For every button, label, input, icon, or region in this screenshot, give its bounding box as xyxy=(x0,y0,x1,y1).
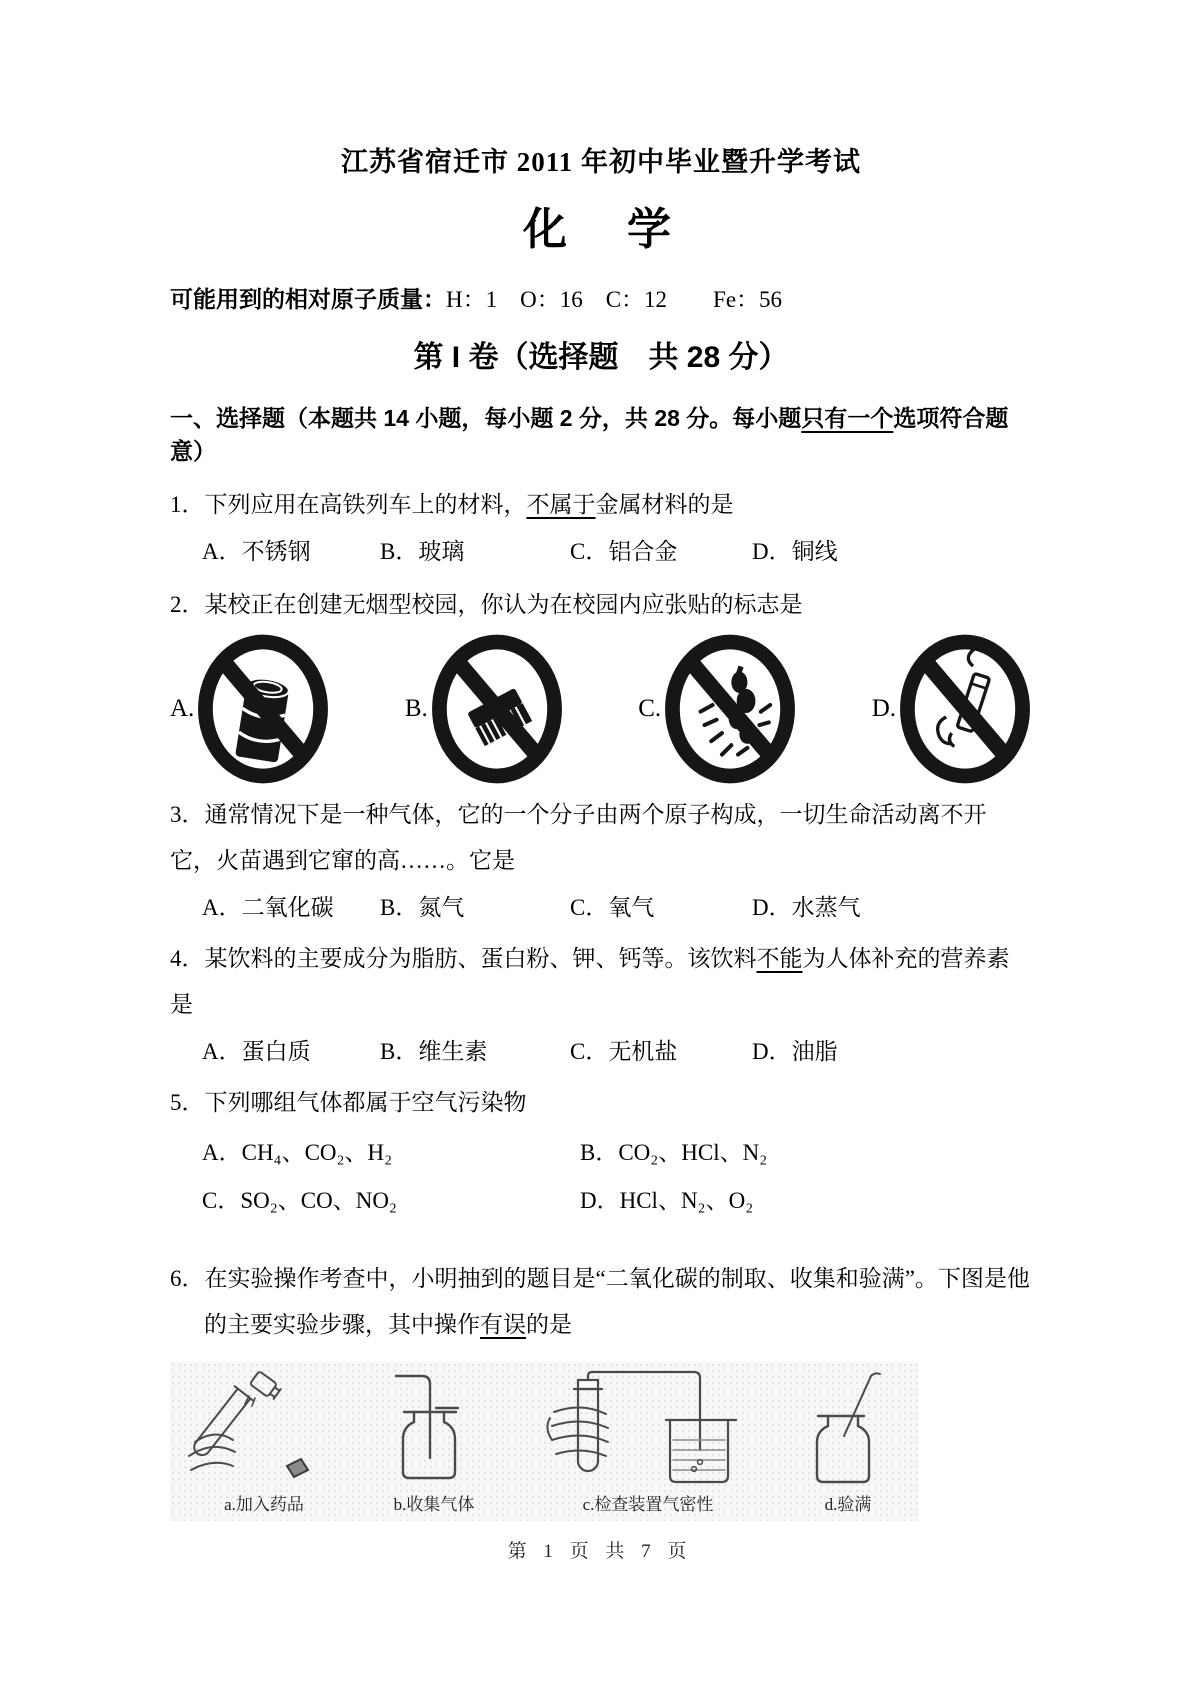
question-6-underlined: 有误 xyxy=(480,1312,526,1337)
prohibition-sign-cigarette-icon xyxy=(898,634,1032,784)
question-5-stem xyxy=(170,1080,1032,1126)
exam-page xyxy=(170,0,1032,1521)
option-3d: D．水蒸气 xyxy=(752,895,861,920)
option-4c: C．无机盐 xyxy=(570,1039,678,1064)
question-4-underlined: 不能 xyxy=(756,946,803,971)
question-4-text: 某饮料的主要成分为脂肪、蛋白粉、钾、钙等。该饮料 xyxy=(204,946,757,971)
question-4-text-end: 为人体补充的营养素是 xyxy=(170,946,1010,1017)
sign-option-a xyxy=(170,634,330,784)
question-6-figure xyxy=(170,1362,918,1521)
option-5d: D．HCl、N₂、O₂ xyxy=(580,1188,754,1213)
option-4a: A．蛋白质 xyxy=(202,1039,311,1064)
question-3-text: 通常情况下是一种气体，它的一个分子由两个原子构成，一切生命活动离不开它，火苗遇到它窜的高……。它是 xyxy=(170,802,987,873)
question-2-text: 某校正在创建无烟型校园，你认为在校园内应张贴的标志是 xyxy=(204,592,803,617)
question-3-options xyxy=(202,892,1032,924)
option-1a: A．不锈钢 xyxy=(202,539,311,564)
question-1-options xyxy=(202,536,1032,568)
sign-c-label: C. xyxy=(638,695,662,722)
section-intro xyxy=(170,400,1032,466)
test-full-apparatus-icon xyxy=(792,1370,904,1488)
option-3c: C．氧气 xyxy=(570,895,655,920)
option-3b: B．氮气 xyxy=(380,895,465,920)
option-1d: D．铜线 xyxy=(752,539,838,564)
intro-text-end: 选项符合题意） xyxy=(170,405,1009,464)
question-4-stem xyxy=(170,936,1032,1028)
page-title: 江苏省宿迁市 2011 年初中毕业暨升学考试 xyxy=(340,147,861,177)
question-2-stem xyxy=(170,582,1032,628)
question-6-text: 在实验操作考查中，小明抽到的题目是“二氧化碳的制取、收集和验满”。下图是他的主要实验步骤，其中操作 xyxy=(204,1266,1030,1337)
question-1-stem xyxy=(170,482,1032,528)
sign-option-b xyxy=(405,634,564,784)
add-reagent-apparatus-icon xyxy=(179,1370,349,1488)
sign-option-d xyxy=(872,634,1032,784)
option-5a: A．CH₄、CO₂、H₂ xyxy=(202,1140,393,1165)
figure-step-c-caption: c.检查装置气密性 xyxy=(582,1495,714,1514)
intro-text: 一、选择题（本题共 14 小题，每小题 2 分，共 28 分。每小题 xyxy=(170,405,802,431)
prohibition-sign-firecrackers-icon xyxy=(663,634,797,784)
question-2-number: 2． xyxy=(170,592,205,617)
figure-step-a xyxy=(174,1370,354,1515)
option-5b: B．CO₂、HCl、N₂ xyxy=(580,1140,768,1165)
figure-step-c xyxy=(514,1370,782,1515)
option-5c: C．SO₂、CO、NO₂ xyxy=(202,1188,397,1213)
check-airtightness-apparatus-icon xyxy=(520,1370,776,1488)
option-4d: D．油脂 xyxy=(752,1039,838,1064)
question-4-number: 4． xyxy=(170,946,205,971)
prohibition-sign-eraser-icon xyxy=(430,634,564,784)
section-title: 第 I 卷（选择题 共 28 分） xyxy=(413,341,789,374)
question-6-text-end: 的是 xyxy=(526,1312,572,1337)
subject-title: 化 学 xyxy=(523,205,679,254)
figure-step-a-caption: a.加入药品 xyxy=(224,1495,304,1514)
option-1b: B．玻璃 xyxy=(380,539,465,564)
question-5-options xyxy=(202,1136,1032,1218)
option-4b: B．维生素 xyxy=(380,1039,488,1064)
figure-step-d xyxy=(782,1370,914,1515)
question-5-number: 5． xyxy=(170,1090,205,1115)
question-3-stem xyxy=(170,792,1032,884)
option-1c: C．铝合金 xyxy=(570,539,678,564)
question-2-sign-images xyxy=(170,634,1032,784)
question-6-stem xyxy=(170,1256,1032,1348)
prohibition-sign-barrel-icon xyxy=(196,634,330,784)
sign-a-label: A. xyxy=(170,695,195,722)
sign-d-label: D. xyxy=(871,695,896,722)
question-1-underlined: 不属于 xyxy=(526,492,596,517)
atomic-masses-label: 可能用到的相对原子质量： xyxy=(170,286,446,312)
question-1-number: 1． xyxy=(170,492,205,517)
atomic-masses-line xyxy=(170,281,1032,314)
collect-gas-apparatus-icon xyxy=(378,1370,490,1488)
figure-step-b xyxy=(354,1370,514,1515)
atomic-masses-values: H：1 O：16 C：12 Fe：56 xyxy=(446,287,783,312)
figure-step-d-caption: d.验满 xyxy=(824,1495,872,1514)
sign-b-label: B. xyxy=(404,695,428,722)
question-1-text: 下列应用在高铁列车上的材料， xyxy=(204,492,527,517)
question-3-number: 3． xyxy=(170,802,205,827)
question-4-options xyxy=(202,1036,1032,1068)
question-1-text-end: 金属材料的是 xyxy=(595,492,734,517)
question-6-number: 6． xyxy=(170,1266,205,1291)
question-5-text: 下列哪组气体都属于空气污染物 xyxy=(204,1090,527,1115)
sign-option-c xyxy=(638,634,797,784)
option-3a: A．二氧化碳 xyxy=(202,895,334,920)
page-footer: 第 1 页 共 7 页 xyxy=(507,1541,693,1562)
intro-underlined-text: 只有一个 xyxy=(801,405,894,431)
figure-step-b-caption: b.收集气体 xyxy=(393,1495,475,1514)
